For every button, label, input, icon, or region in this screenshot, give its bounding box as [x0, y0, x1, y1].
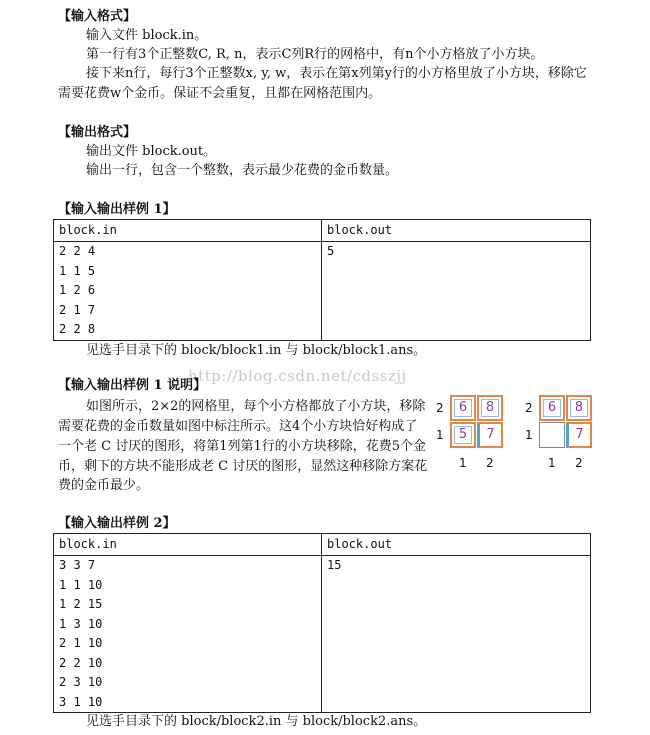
explanation1-heading: 【输入输出样例 1 说明】 [58, 378, 207, 393]
output-format-heading: 【输出格式】 [58, 125, 137, 140]
sample2-in-row: 1 1 10 [54, 576, 322, 596]
col-label: 2 [575, 456, 583, 470]
sample2-table [53, 533, 591, 713]
grid-cell-removed [539, 422, 565, 448]
grid-cell: 7 [477, 422, 503, 448]
grid-cell: 5 [450, 422, 476, 448]
explanation1-line-4: 币，剩下的方块不能形成老 C 讨厌的图形，显然这种移除方案花 [58, 459, 428, 474]
grid-cell: 7 [566, 422, 592, 448]
sample2-note: 见选手目录下的 block/block2.in 与 block/block2.ans。 [86, 714, 427, 729]
sample2-col-in: block.in [54, 534, 322, 556]
sample2-in-row: 2 3 10 [54, 673, 322, 693]
sample2-col-out: block.out [322, 534, 591, 556]
row-label: 1 [436, 428, 444, 442]
explanation1-line-5: 费的金币最少。 [58, 478, 150, 493]
sample2-in-row: 3 1 10 [54, 693, 322, 713]
row-label: 1 [525, 428, 533, 442]
sample1-in-row: 1 1 5 [54, 262, 322, 282]
explanation1-line-3: 一个老 C 讨厌的图形，将第1列第1行的小方块移除，花费5个金 [58, 439, 427, 454]
sample2-in-row: 1 3 10 [54, 615, 322, 635]
input-format-heading: 【输入格式】 [58, 9, 137, 24]
sample1-col-out: block.out [322, 220, 591, 242]
sample2-in-row: 3 3 7 [54, 556, 322, 576]
input-format-line-4: 需要花费w个金币。保证不会重复，且都在网格范围内。 [58, 86, 382, 101]
sample1-out-row: 5 [322, 242, 591, 341]
watermark: http://blog.csdn.net/cdsszjj [188, 367, 407, 385]
row-label: 2 [436, 401, 444, 415]
col-label: 2 [486, 456, 494, 470]
input-format-line-1: 输入文件 block.in。 [86, 28, 208, 43]
input-format-line-2: 第一行有3个正整数C, R, n，表示C列R行的网格中，有n个小方格放了小方块。 [86, 47, 544, 62]
explanation1-line-1: 如图所示，2×2的网格里，每个小方格都放了小方块，移除 [86, 399, 426, 414]
sample1-in-row: 2 2 8 [54, 320, 322, 340]
row-label: 2 [525, 401, 533, 415]
col-label: 1 [548, 456, 556, 470]
col-label: 1 [459, 456, 467, 470]
explanation1-line-2: 需要花费的金币数量如图中标注所示。这4个小方块恰好构成了 [58, 419, 418, 434]
output-format-line-2: 输出一行，包含一个整数，表示最少花费的金币数量。 [86, 163, 399, 178]
sample2-heading: 【输入输出样例 2】 [58, 516, 176, 531]
sample2-in-row: 1 2 15 [54, 595, 322, 615]
grid-cell: 8 [566, 395, 592, 421]
sample2-out-row: 15 [322, 556, 591, 713]
sample1-table [53, 219, 591, 341]
sample1-in-row: 1 2 6 [54, 281, 322, 301]
sample1-in-row: 2 2 4 [54, 242, 322, 262]
sample1-note: 见选手目录下的 block/block1.in 与 block/block1.ans。 [86, 343, 427, 358]
grid-cell: 8 [477, 395, 503, 421]
grid-before-removal [433, 393, 513, 473]
sample1-in-row: 2 1 7 [54, 301, 322, 321]
sample2-in-row: 2 1 10 [54, 634, 322, 654]
sample1-col-in: block.in [54, 220, 322, 242]
grid-after-removal [522, 393, 602, 473]
sample2-in-row: 2 2 10 [54, 654, 322, 674]
grid-cell: 6 [450, 395, 476, 421]
sample1-heading: 【输入输出样例 1】 [58, 202, 176, 217]
grid-cell: 6 [539, 395, 565, 421]
input-format-line-3: 接下来n行，每行3个正整数x, y, w，表示在第x列第y行的小方格里放了小方块，移除它 [86, 66, 587, 81]
output-format-line-1: 输出文件 block.out。 [86, 144, 217, 159]
